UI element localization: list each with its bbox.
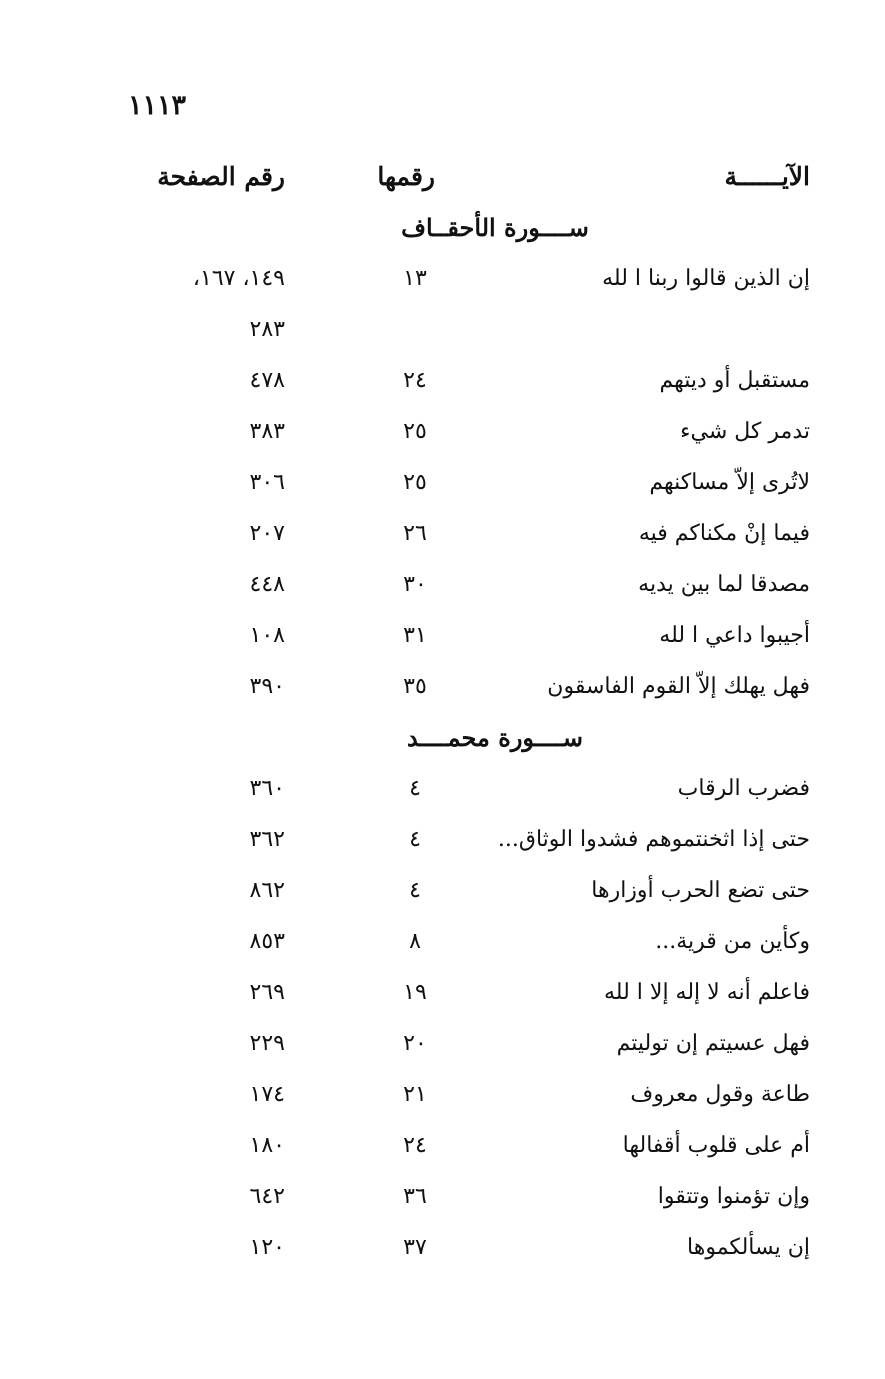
verse-text: مستقبل أو ديتهم	[659, 368, 810, 393]
table-row	[0, 817, 885, 868]
verse-number: ٢٥	[403, 470, 427, 495]
verse-text: حتى تضع الحرب أوزارها	[591, 878, 810, 903]
verse-text: لاتُرى إلاّ مساكنهم	[649, 470, 810, 495]
verse-text: تدمر كل شيء	[680, 419, 810, 444]
page-ref: ٤٧٨	[249, 368, 285, 393]
page-ref: ٤٤٨	[249, 572, 285, 597]
table-header	[0, 162, 885, 198]
page-ref: ٢٠٧	[249, 521, 285, 546]
verse-number: ٣٥	[403, 674, 427, 699]
verse-number: ٣٧	[403, 1235, 427, 1260]
verse-text: فهل يهلك إلاّ القوم الفاسقون	[547, 674, 810, 699]
verse-number: ٣١	[403, 623, 427, 648]
verse-index	[0, 205, 885, 1276]
verse-number: ٢٥	[403, 419, 427, 444]
table-row	[0, 358, 885, 409]
page-ref: ١٤٩، ١٦٧،	[192, 266, 285, 291]
page-ref: ١٨٠	[249, 1133, 285, 1158]
header-page: رقم الصفحة	[157, 162, 285, 191]
table-row	[0, 409, 885, 460]
verse-text: أم على قلوب أقفالها	[622, 1133, 810, 1158]
page-ref: ٨٦٢	[249, 878, 285, 903]
table-row	[0, 970, 885, 1021]
verse-number: ١٩	[403, 980, 427, 1005]
page-ref: ١٢٠	[249, 1235, 285, 1260]
verse-number: ٢٠	[403, 1031, 427, 1056]
verse-text: حتى إذا اثخنتموهم فشدوا الوثاق...	[497, 827, 810, 852]
page-ref: ٣٩٠	[249, 674, 285, 699]
header-verse: الآيــــــة	[724, 162, 810, 191]
verse-text: أجيبوا داعي ا لله	[659, 623, 810, 648]
table-row	[0, 664, 885, 715]
table-row	[0, 919, 885, 970]
page-ref: ٣٨٣	[249, 419, 285, 444]
verse-text: مصدقا لما بين يديه	[638, 572, 810, 597]
table-row	[0, 868, 885, 919]
page-ref: ٣٦٢	[249, 827, 285, 852]
verse-number: ٣٦	[403, 1184, 427, 1209]
verse-text: وكأين من قرية...	[655, 929, 810, 954]
verse-number: ١٣	[403, 266, 427, 291]
verse-text: إن الذين قالوا ربنا ا لله	[602, 266, 810, 291]
verse-number: ٢٤	[403, 1133, 427, 1158]
table-row	[0, 1072, 885, 1123]
page-ref: ٣٠٦	[249, 470, 285, 495]
header-number: رقمها	[377, 162, 435, 191]
surah-title: ســــورة الأحقــاف	[401, 213, 589, 242]
table-row	[0, 460, 885, 511]
table-row	[0, 1174, 885, 1225]
page-ref: ٢٦٩	[249, 980, 285, 1005]
verse-number: ٣٠	[403, 572, 427, 597]
table-row	[0, 613, 885, 664]
verse-text: فاعلم أنه لا إله إلا ا لله	[604, 980, 810, 1005]
verse-number: ٤	[409, 776, 421, 801]
page-number: ١١١٣	[128, 90, 187, 121]
table-row	[0, 256, 885, 307]
surah-title: ســــورة محمــــد	[406, 723, 584, 752]
verse-text: إن يسألكموها	[687, 1235, 810, 1260]
page-ref: ١٧٤	[249, 1082, 285, 1107]
verse-number: ٢١	[403, 1082, 427, 1107]
page-ref: ٣٦٠	[249, 776, 285, 801]
page-ref: ٨٥٣	[249, 929, 285, 954]
page-ref: ٦٤٢	[249, 1184, 285, 1209]
table-row	[0, 562, 885, 613]
verse-text: طاعة وقول معروف	[630, 1082, 810, 1107]
verse-number: ٤	[409, 878, 421, 903]
table-row	[0, 1123, 885, 1174]
table-row	[0, 1225, 885, 1276]
verse-number: ٢٤	[403, 368, 427, 393]
verse-number: ٢٦	[403, 521, 427, 546]
verse-number: ٤	[409, 827, 421, 852]
verse-number: ٨	[409, 929, 421, 954]
verse-text: فضرب الرقاب	[677, 776, 810, 801]
page-ref: ٢٢٩	[249, 1031, 285, 1056]
verse-text: فهل عسيتم إن توليتم	[616, 1031, 810, 1056]
page-ref: ٢٨٣	[249, 317, 285, 342]
table-row	[0, 307, 885, 358]
table-row	[0, 1021, 885, 1072]
table-row	[0, 511, 885, 562]
page-ref: ١٠٨	[249, 623, 285, 648]
verse-text: وإن تؤمنوا وتتقوا	[657, 1184, 810, 1209]
verse-text: فيما إنْ مكناكم فيه	[638, 521, 810, 546]
table-row	[0, 766, 885, 817]
